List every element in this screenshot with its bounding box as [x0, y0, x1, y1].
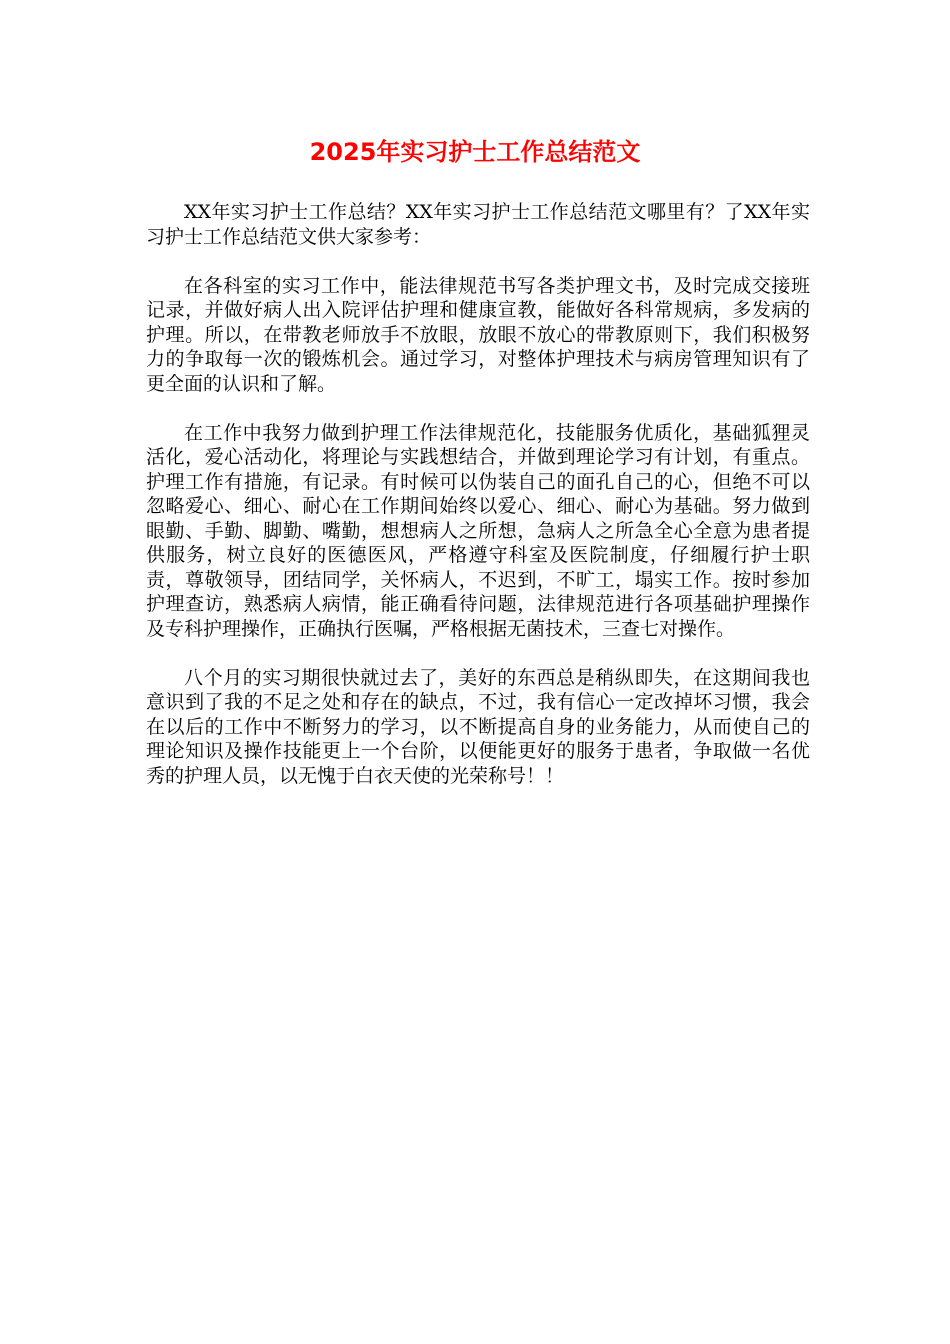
document-title: 2025年实习护士工作总结范文	[309, 138, 641, 166]
paragraph-department-work: 在各科室的实习工作中，能法律规范书写各类护理文书，及时完成交接班记录，并做好病人出入院评估护理和健康宣教，能做好各科常规病，多发病的护理。所以，在带教老师放手不放眼，放眼不放心的带教原则下，我们积极努力的争取每一次的锻炼机会。通过学习，对整体护理技术与病房管理知识有了更全面的认识和了解。	[146, 274, 810, 395]
document-body	[146, 200, 810, 813]
paragraph-intro: XX年实习护士工作总结？XX年实习护士工作总结范文哪里有？了XX年实习护士工作总结范文供大家参考：	[146, 201, 810, 248]
paragraph-conclusion: 八个月的实习期很快就过去了，美好的东西总是稍纵即失，在这期间我也意识到了我的不足之处和存在的缺点，不过，我有信心一定改掉坏习惯，我会在以后的工作中不断努力的学习，以不断提高自身的业务能力，从而使自己的理论知识及操作技能更上一个台阶，以便能更好的服务于患者，争取做一名优秀的护理人员，以无愧于白衣天使的光荣称号！！	[146, 666, 810, 787]
paragraph-work-standards: 在工作中我努力做到护理工作法律规范化，技能服务优质化，基础狐狸灵活化，爱心活动化，将理论与实践想结合，并做到理论学习有计划，有重点。护理工作有措施，有记录。有时候可以伪装自己的面孔自己的心，但绝不可以忽略爱心、细心、耐心在工作期间始终以爱心、细心、耐心为基础。努力做到眼勤、手勤、脚勤、嘴勤，想想病人之所想，急病人之所急全心全意为患者提供服务，树立良好的医德医风，严格遵守科室及医院制度，仔细履行护士职责，尊敬领导，团结同学，关怀病人，不迟到，不旷工，塌实工作。按时参加护理查访，熟悉病人病情，能正确看待问题，法律规范进行各项基础护理操作及专科护理操作，正确执行医嘱，严格根据无菌技术，三查七对操作。	[146, 421, 810, 640]
